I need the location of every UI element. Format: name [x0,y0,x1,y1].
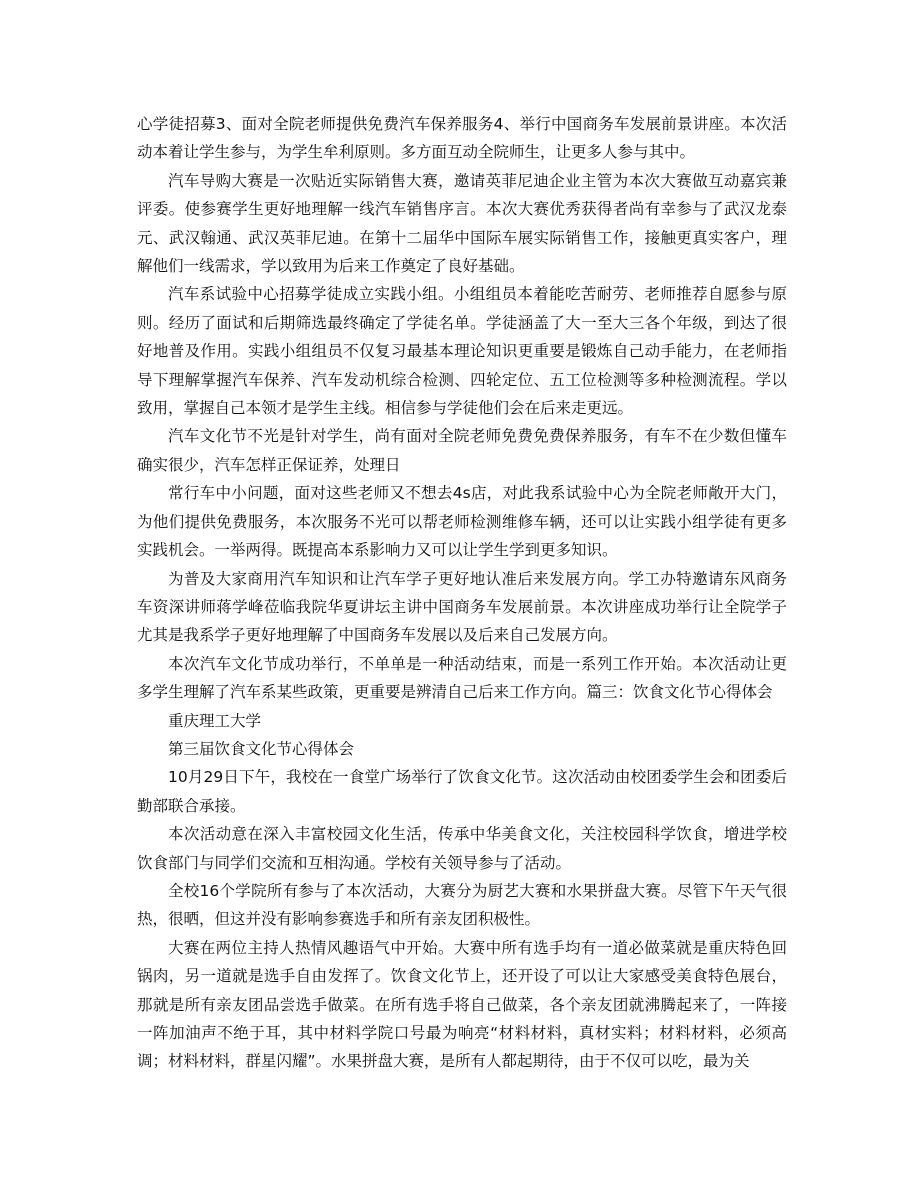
paragraph: 本次活动意在深入丰富校园文化生活，传承中华美食文化，关注校园科学饮食，增进学校饮食部门与同学们交流和互相沟通。学校有关领导参与了活动。 [137,825,787,872]
paragraph: 常行车中小问题，面对这些老师又不想去4s店，对此我系试验中心为全院老师敞开大门，为他们提供免费服务，本次服务不光可以帮老师检测维修车辆，还可以让实践小组学徒有更多实践机会。一举两得。既提高本系影响力又可以让学生学到更多知识。 [137,484,787,560]
paragraph: 大赛在两位主持人热情风趣语气中开始。大赛中所有选手均有一道必做菜就是重庆特色回锅肉，另一道就是选手自由发挥了。饮食文化节上，还开设了可以让大家感受美食特色展台，那就是所有亲友团品尝选手做菜。在所有选手将自己做菜，各个亲友团就沸腾起来了，一阵接一阵加油声不绝于耳，其中材料学院口号最为响亮“材料材料，真材实料；材料材料，必须高调；材料材料，群星闪耀”。水果拼盘大赛，是所有人都起期待，由于不仅可以吃，最为关 [137,938,787,1071]
paragraph: 10月29日下午，我校在一食堂广场举行了饮食文化节。这次活动由校团委学生会和团委后勤部联合承接。 [137,768,787,815]
paragraph: 心学徒招募3、面对全院老师提供免费汽车保养服务4、举行中国商务车发展前景讲座。本次活动本着让学生参与，为学生牟利原则。多方面互动全院师生，让更多人参与其中。 [137,115,787,162]
paragraph: 汽车导购大赛是一次贴近实际销售大赛，邀请英菲尼迪企业主管为本次大赛做互动嘉宾兼评委。使参赛学生更好地理解一线汽车销售序言。本次大赛优秀获得者尚有幸参与了武汉龙泰元、武汉翰通、武汉英菲尼迪。在第十二届华中国际车展实际销售工作，接触更真实客户，理解他们一线需求，学以致用为后来工作奠定了良好基础。 [137,171,787,276]
section-heading: 重庆理工大学 [168,711,262,730]
paragraph: 本次汽车文化节成功举行，不单单是一种活动结束，而是一系列工作开始。本次活动让更多学生理解了汽车系某些政策，更重要是辨清自己后来工作方向。篇三：饮食文化节心得体会 [137,654,787,702]
paragraph: 汽车文化节不光是针对学生，尚有面对全院老师免费免费保养服务，有车不在少数但懂车确实很少，汽车怎样正保证养，处理日 [137,427,787,474]
paragraph: 汽车系试验中心招募学徒成立实践小组。小组组员本着能吃苦耐劳、老师推荐自愿参与原则。经历了面试和后期筛选最终确定了学徒名单。学徒涵盖了大一至大三各个年级，到达了很好地普及作用。实践小组组员不仅复习最基本理论知识更重要是锻炼自己动手能力，在老师指导下理解掌握汽车保养、汽车发动机综合检测、四轮定位、五工位检测等多种检测流程。学以致用，掌握自己本领才是学生主线。相信参与学徒他们会在后来走更远。 [137,285,787,418]
document-body [137,110,787,1076]
paragraph: 为普及大家商用汽车知识和让汽车学子更好地认准后来发展方向。学工办特邀请东风商务车资深讲师蒋学峰莅临我院华夏讲坛主讲中国商务车发展前景。本次讲座成功举行让全院学子尤其是我系学子更好地理解了中国商务车发展以及后来自己发展方向。 [137,569,787,645]
section-heading: 第三届饮食文化节心得体会 [168,739,355,758]
paragraph: 全校16个学院所有参与了本次活动，大赛分为厨艺大赛和水果拼盘大赛。尽管下午天气很热，很晒，但这并没有影响参赛选手和所有亲友团积极性。 [137,881,787,929]
